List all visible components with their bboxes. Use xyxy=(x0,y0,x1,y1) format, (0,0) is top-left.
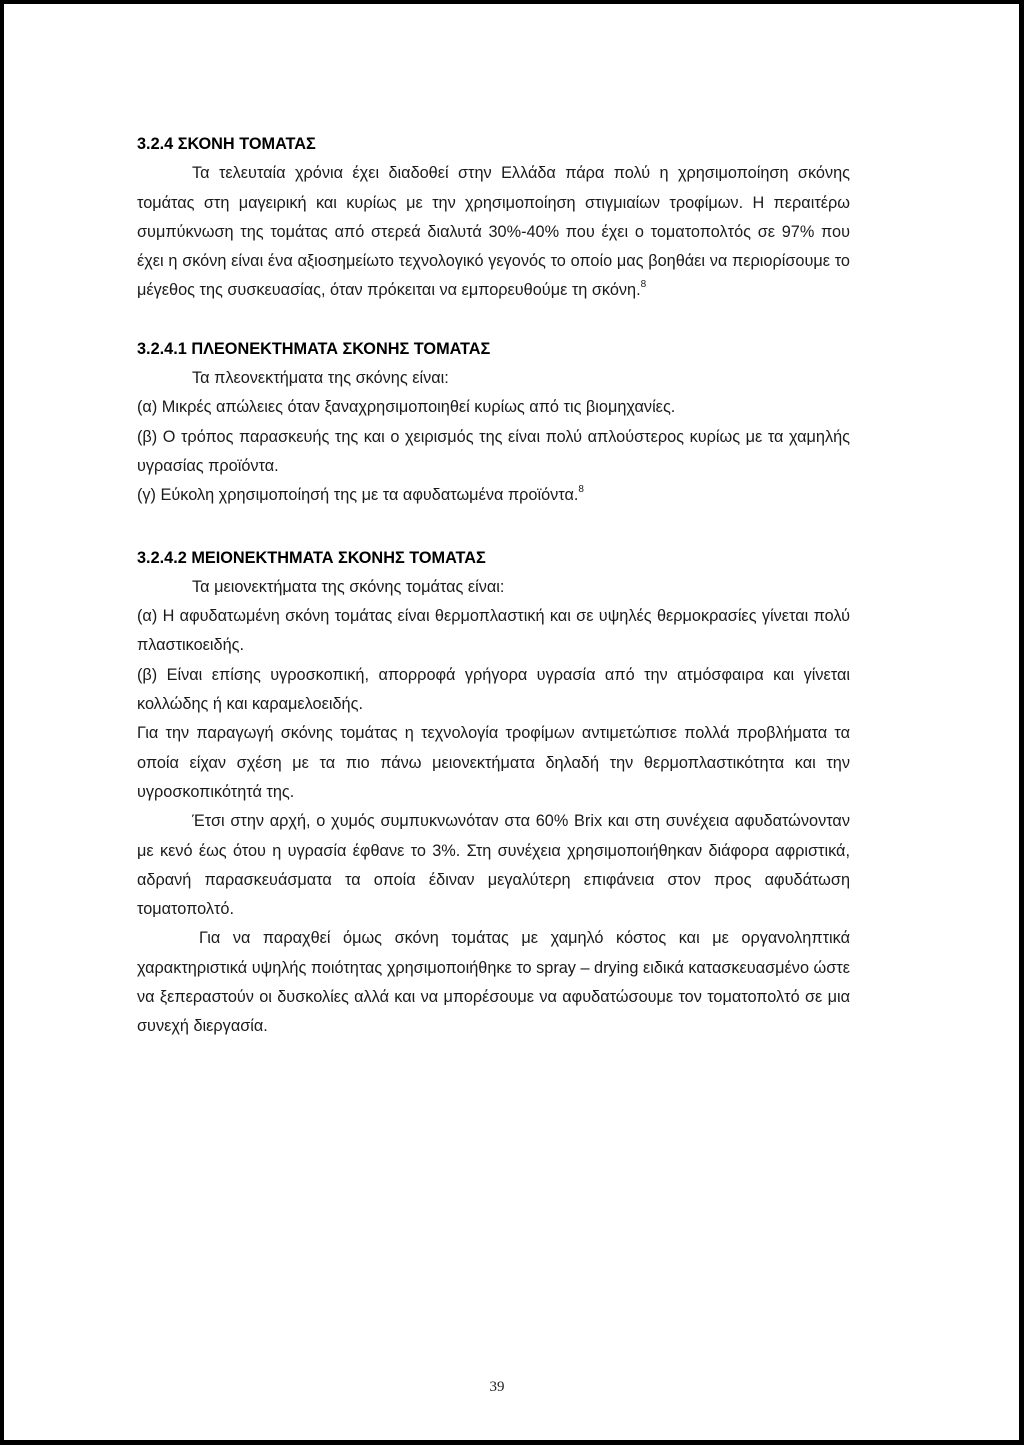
production-problems-paragraph: Για την παραγωγή σκόνης τομάτας η τεχνολογία τροφίμων αντιμετώπισε πολλά προβλήματα τα οποία είχαν σχέση με τα πιο πάνω μειονεκτήματα δηλαδή την θερμοπλαστικότητα και την υγροσκοπικότητά της. xyxy=(137,724,850,801)
page-number: 39 xyxy=(489,1379,505,1395)
concentration-paragraph: Έτσι στην αρχή, ο χυμός συμπυκνωνόταν στα 60% Brix και στη συνέχεια αφυδατώνονταν με κενό έως ότου η υγρασία έφθανε το 3%. Στη συνέχεια χρησιμοποιήθηκαν διάφορα αφριστικά, αδρανή παρασκευάσματα τα οποία έδιναν μεγαλύτερη επιφάνεια στον προς αφυδάτωση τοματοπολτό. xyxy=(137,812,850,919)
section-heading-advantages: 3.2.4.1 ΠΛΕΟΝΕΚΤΗΜΑΤΑ ΣΚΟΝΗΣ ΤΟΜΑΤΑΣ xyxy=(137,339,491,358)
advantage-item-c xyxy=(137,481,850,510)
section-heading-disadvantages: 3.2.4.2 ΜΕΙΟΝΕΚΤΗΜΑΤΑ ΣΚΟΝΗΣ ΤΟΜΑΤΑΣ xyxy=(137,548,486,567)
page-content xyxy=(137,130,850,1042)
section-heading-tomato-powder: 3.2.4 ΣΚΟΝΗ ΤΟΜΑΤΑΣ xyxy=(137,135,316,153)
document-page xyxy=(4,4,1019,1440)
disadvantage-item-b: (β) Είναι επίσης υγροσκοπική, απορροφά γρήγορα υγρασία από την ατμόσφαιρα και γίνεται κολλώδης ή και καραμελοειδής. xyxy=(137,665,850,714)
section-gap xyxy=(137,306,850,335)
spray-drying-paragraph: Για να παραχθεί όμως σκόνη τομάτας με χαμηλό κόστος και με οργανοληπτικά χαρακτηριστικά υψηλής ποιότητας χρησιμοποιήθηκε το spray – drying ειδικά κατασκευασμένο ώστε να ξεπεραστούν οι δυσκολίες αλλά και να μπορέσουμε να αφυδατώσουμε τον τοματοπολτό σε μια συνεχή διεργασία. xyxy=(137,929,850,1036)
tomato-powder-paragraph xyxy=(137,159,850,305)
reference-marker: 8 xyxy=(640,279,647,291)
reference-marker: 8 xyxy=(578,484,584,496)
tomato-powder-text: Τα τελευταία χρόνια έχει διαδοθεί στην Ελλάδα πάρα πολύ η χρησιμοποίηση σκόνης τομάτας στη μαγειρική και κυρίως με την χρησιμοποίηση στιγμιαίων τροφίμων. Η περαιτέρω συμπύκνωση της τομάτας από στερεά διαλυτά 30%-40% που έχει ο τοματοπολτός σε 97% που έχει η σκόνη είναι ένα αξιοσημείωτο τεχνολογικό γεγονός το οποίο μας βοηθάει να περιορίσουμε το μέγεθος της συσκευασίας, όταν πρόκειται να εμπορευθούμε τη σκόνη. xyxy=(137,164,850,300)
advantage-item-b: (β) Ο τρόπος παρασκευής της και ο χειρισμός της είναι πολύ απλούστερος κυρίως με τα χαμηλής υγρασίας προϊόντα. xyxy=(137,427,850,475)
disadvantage-item-a: (α) Η αφυδατωμένη σκόνη τομάτας είναι θερμοπλαστική και σε υψηλές θερμοκρασίες γίνεται πολύ πλαστικοειδής. xyxy=(137,607,850,655)
advantages-intro: Τα πλεονεκτήματα της σκόνης είναι: xyxy=(192,369,449,388)
advantage-item-a: (α) Μικρές απώλειες όταν ξαναχρησιμοποιηθεί κυρίως από τις βιομηχανίες. xyxy=(137,398,676,417)
disadvantages-intro: Τα μειονεκτήματα της σκόνης τομάτας είναι: xyxy=(192,577,505,596)
section-gap xyxy=(137,511,850,544)
advantage-item-c-text: (γ) Εύκολη χρησιμοποίησή της με τα αφυδατωμένα προϊόντα. xyxy=(137,486,579,505)
